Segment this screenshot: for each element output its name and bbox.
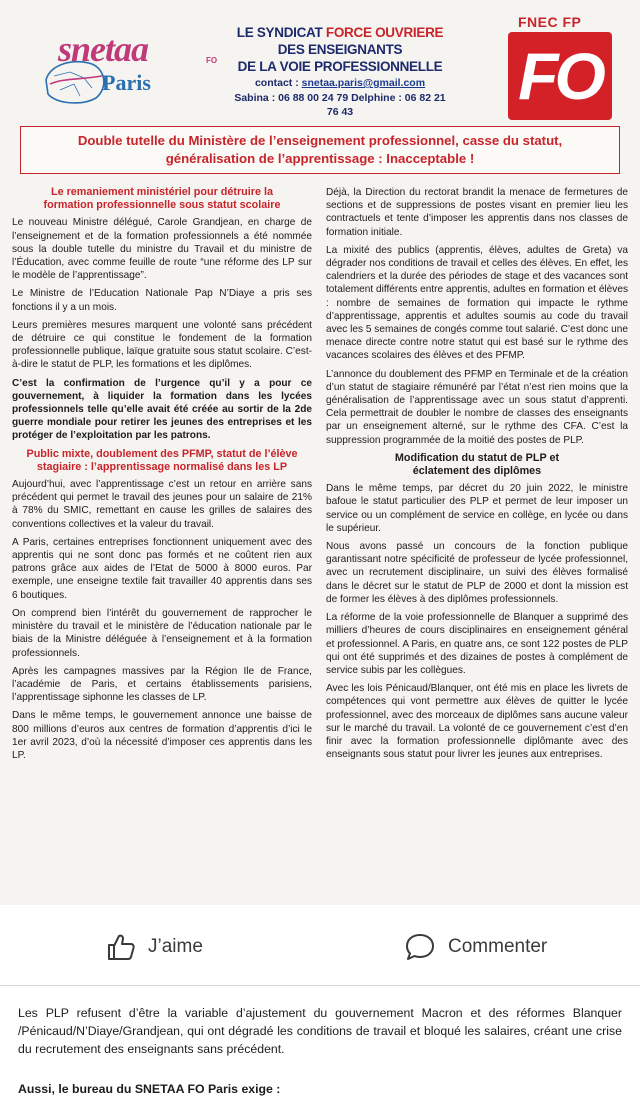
section-heading-line: formation professionnelle sous statut scolaire	[43, 199, 281, 212]
thumbs-up-icon	[106, 932, 136, 962]
section-heading-line: Modification du statut de PLP et	[394, 451, 560, 464]
section-heading-statut-plp	[326, 452, 628, 478]
paragraph: Avec les lois Pénicaud/Blanquer, ont été mis en place les livrets de compétences qui vont permettre aux élèves de quitter le lycée professionnel, avec des morceaux de diplômes sans aucune valeur sur le marché du travail. La volonté de ce gouvernement c’est d’en finir avec la formation professionnelle diplômante avec des enseignants sous statut pour livrer les jeunes aux entreprises.	[326, 683, 628, 761]
header-line-3: DE LA VOIE PROFESSIONNELLE	[237, 59, 443, 74]
post-action-bar	[0, 905, 640, 986]
like-button[interactable]	[106, 931, 203, 963]
paragraph: La mixité des publics (apprentis, élèves, adultes de Greta) va dégrader nos conditions de travail et celles des élèves. En effet, les calendriers et la durée des périodes de stage et des vacances sont totalement différents entre apprentis, adultes en formation et élèves : nombre de semaines de formation qui impacte le rythme d’apprentissage, apprentis et adultes soumis au code du travail avec les 5 semaines de congés comme tout salarié. C’est donc une menace directe contre notre statut qui est basé sur le rythme des vacances scolaires des élèves et des PFMP.	[326, 244, 628, 362]
left-column	[12, 186, 312, 767]
right-column	[326, 186, 628, 766]
section-heading-line: stagiaire : l’apprentissage normalisé dans les LP	[36, 460, 288, 473]
logo-wordmark: snetaa	[58, 29, 149, 69]
comment-button[interactable]	[404, 931, 547, 963]
paragraph: A Paris, certaines entreprises fonctionnent uniquement avec des apprentis qui ne sont donc pas formés et ne coûtent rien aux patrons grâce aux aides de l’Etat de 5000 à 8000 euros. Par exemple, une enseigne textile fait travailler 40 apprentis dans ses 6 boutiques.	[12, 536, 312, 601]
logo-city: Paris	[102, 70, 151, 95]
paragraph: Après les campagnes massives par la Région Ile de France, l’académie de Paris, et certains établissements parisiens, l’apprentissage siphonne les classes de LP.	[12, 665, 312, 704]
header-line-1-highlight: FORCE OUVRIERE	[325, 25, 444, 40]
section-heading-line: Public mixte, doublement des PFMP, statut de l’élève	[26, 447, 298, 460]
paragraph: Le nouveau Ministre délégué, Carole Grandjean, en charge de l’enseignement et de la formation professionnels a été nommée sous la double tutelle du ministre du Travail et du ministre de l’Éducation, avec comme feuille de route “une réforme des LP sur le modèle de l’apprentissage”.	[12, 217, 312, 282]
union-header	[232, 24, 448, 119]
headline-line-1: Double tutelle du Ministère de l’enseignement professionnel, casse du statut,	[77, 133, 563, 148]
paragraph: Dans le même temps, par décret du 20 juin 2022, le ministre bafoue le statut particulier des PLP et permet de leur imposer un service ou un complément de service en collège, en lycée ou dans le supérieur.	[326, 483, 628, 534]
headline-box	[20, 126, 620, 174]
paragraph: On comprend bien l’intérêt du gouvernement de rapprocher le ministère du travail et le ministère de l’éducation nationale par le biais de la Ministre déléguée à l’enseignement et à la formation professionnels.	[12, 607, 312, 659]
paragraph: Leurs premières mesures marquent une volonté sans précédent de détruire ce qui constitue le fondement de la formation professionnelle publique, laïque gratuite sous statut scolaire. C’est-à-dire le statut de PLP, les formations et les diplômes.	[12, 319, 312, 371]
fnec-fp-label: FNEC FP	[518, 14, 582, 30]
section-heading-remaniement	[12, 186, 312, 212]
paragraph: Nous avons passé un concours de la fonction publique garantissant notre spécificité de professeur de lycée professionnel, avec un recrutement disciplinaire, un suivi des élèves formalisé dans le décret sur le statut de PLP de 2000 et dont la mission est de former les élèves à des diplômes professionnels.	[326, 541, 628, 605]
comment-label: Commenter	[448, 936, 548, 957]
snetaa-paris-logo	[40, 20, 230, 110]
header-line-1	[232, 24, 448, 41]
paragraph: L’annonce du doublement des PFMP en Terminale et de la création d’un statut de stagiaire rémunéré par l’état n’est rien moins que la généralisation de l’apprentissage avec un sous statut d’apprenti. Cela permettrait de doubler le nombre de classes des enseignants par un enseignement alterné, sur le rythme des CFA. C’est la suppression programmée de la moitié des postes de PLP.	[326, 368, 628, 446]
paragraph: Déjà, la Direction du rectorat brandit la menace de fermetures de sections et de suppressions de postes visant en premier lieu les contractuels et tente d’imposer les apprentis dans nos classes de formation initiale.	[326, 187, 628, 238]
paragraph: Dans le même temps, le gouvernement annonce une baisse de 800 millions d’euros aux centres de formation d’apprentis d’ici le 1er avril 2023, d’où la nécessité d’imposer ces apprentis dans les LP.	[12, 710, 312, 761]
section-heading-line: Le remaniement ministériel pour détruire la	[50, 186, 273, 198]
post-body-text: Les PLP refusent d’être la variable d’ajustement du gouvernement Macron et des réformes Blanquer /Pénicaud/N’Diaye/Grandjean, qui ont dégradé les conditions de travail et bloqué les salaires, créant une crise du recrutement des enseignants sans précédent.	[18, 1006, 622, 1056]
post-continuation: Aussi, le bureau du SNETAA FO Paris exige :	[18, 1082, 281, 1096]
section-heading-public-mixte	[12, 448, 312, 474]
speech-bubble-icon	[404, 932, 436, 962]
contact-email-link[interactable]: snetaa.paris@gmail.com	[301, 77, 426, 89]
logo-fo-mark: FO	[206, 56, 218, 65]
fo-logo: FO	[508, 32, 612, 120]
contact-line	[232, 76, 448, 91]
section-heading-line: éclatement des diplômes	[412, 465, 542, 478]
contact-phones: Sabina : 06 88 00 24 79 Delphine : 06 82 21 76 43	[234, 92, 446, 118]
paragraph: Aujourd’hui, avec l’apprentissage c’est un retour en arrière sans précédent qui permet le travail des jeunes pour un salaire de 21% à 78% du SMIC, remettant en cause les grilles de salaires des conventions collectives et la valeur du travail.	[12, 479, 312, 530]
paragraph-bold: C’est la confirmation de l’urgence qu’il y a pour ce gouvernement, à liquider la formation dans les lycées professionnels telle qu’elle avait été créée au sortir de la 2de guerre mondiale pour retirer les jeunes des entreprises et les protéger de l’exploitation par les patrons.	[12, 377, 312, 442]
paragraph: La réforme de la voie professionnelle de Blanquer a supprimé des milliers d’heures de cours disciplinaires en enseignement général et professionnel. A Paris, en quatre ans, ce sont 122 postes de PLP qui ont été supprimés et des dizaines de postes à complément de service subis par les collègues.	[326, 612, 628, 676]
header-line-2: DES ENSEIGNANTS	[277, 42, 403, 57]
headline-line-2: généralisation de l’apprentissage : Inacceptable !	[165, 151, 475, 166]
headline	[21, 127, 619, 168]
contact-label: contact :	[254, 77, 302, 89]
like-label: J’aime	[148, 936, 203, 957]
header-line-1-prefix: LE SYNDICAT	[236, 25, 326, 40]
paragraph: Le Ministre de l’Education Nationale Pap N’Diaye a pris ses fonctions il y a un mois.	[12, 288, 312, 313]
